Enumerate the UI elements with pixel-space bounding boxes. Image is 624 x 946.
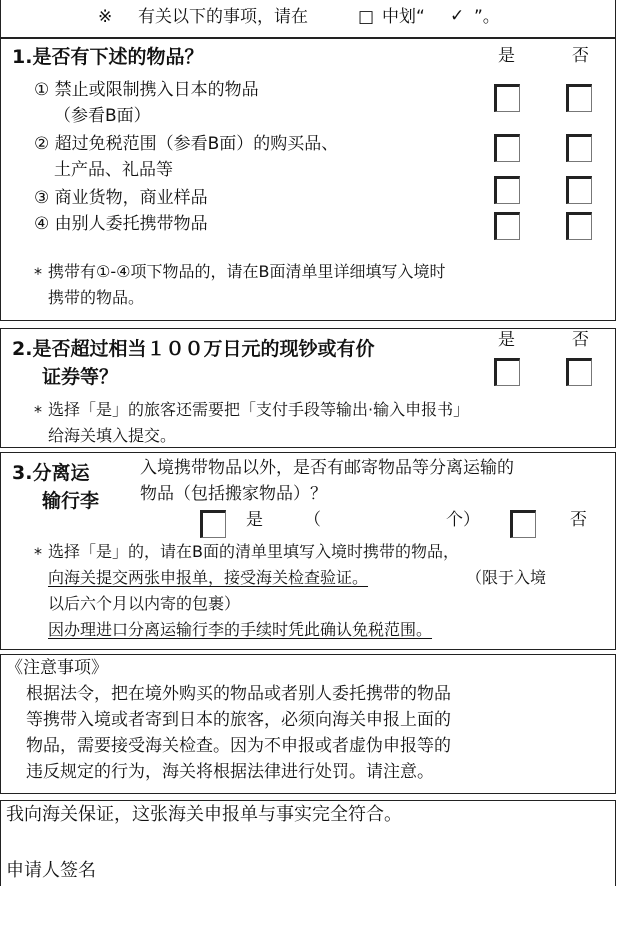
header-box-symbol: □	[358, 7, 375, 27]
item-1-label-cont: （参看B面）	[54, 106, 151, 126]
item-3-no-checkbox[interactable]	[566, 176, 592, 204]
section-3-note-duty-free: 因办理进口分离运输行李的手续时凭此确认免税范围。	[48, 620, 433, 639]
section-2-note-asterisk: *	[34, 402, 42, 421]
section-2-title-cont: 证券等？	[42, 366, 119, 388]
section-1-yes-header: 是	[498, 46, 515, 66]
item-3-yes-checkbox[interactable]	[494, 176, 520, 204]
section-1-no-header: 否	[572, 46, 589, 66]
section-1-note-cont: 携带的物品。	[48, 288, 145, 307]
item-2-yes-checkbox[interactable]	[494, 134, 520, 162]
notice-line: 违反规定的行为，海关将根据法律进行处罚。请注意。	[26, 762, 434, 782]
section-3-count-unit: 个）	[446, 510, 480, 530]
section-3-note-underlined: 向海关提交两张申报单，接受海关检查验证。	[48, 568, 369, 587]
section-3-description-cont: 物品（包括搬家物品）？	[140, 484, 327, 504]
section-3-note-limit: （限于入境	[466, 568, 547, 587]
item-4-no-checkbox[interactable]	[566, 212, 592, 240]
section-3-note: 选择「是」的，请在B面的清单里填写入境时携带的物品，	[48, 542, 459, 561]
notice-line: 等携带入境或者寄到日本的旅客，必须向海关申报上面的	[26, 710, 451, 730]
section-3-paren-open: （	[304, 510, 321, 530]
section-1-title: 1.是否有下述的物品？	[12, 46, 204, 68]
section-3-yes-checkbox[interactable]	[200, 510, 226, 538]
header-check-mark-icon: ✓	[450, 6, 465, 26]
header-box	[0, 0, 616, 38]
section-2-yes-header: 是	[498, 330, 515, 350]
section-3-count-field[interactable]	[328, 510, 438, 530]
item-3-label: ③ 商业货物，商业样品	[34, 188, 208, 208]
header-quote-end: ”。	[474, 7, 500, 27]
section-2-note-cont: 给海关填入提交。	[48, 426, 177, 445]
header-instruction-text: 有关以下的事项，请在	[138, 7, 308, 27]
header-reference-mark: ※	[98, 7, 113, 27]
header-instruction-text-2: 中划“	[382, 7, 425, 27]
item-1-yes-checkbox[interactable]	[494, 84, 520, 112]
section-3-description: 入境携带物品以外，是否有邮寄物品等分离运输的	[140, 458, 514, 478]
item-4-label: ④ 由别人委托携带物品	[34, 214, 208, 234]
section-2-title: 2.是否超过相当１００万日元的现钞或有价	[12, 338, 375, 360]
section-3-no-checkbox[interactable]	[510, 510, 536, 538]
section-3-note-asterisk: *	[34, 544, 42, 563]
notice-title: 《注意事项》	[6, 658, 108, 678]
signature-label: 申请人签名	[6, 860, 96, 881]
section-2-yes-checkbox[interactable]	[494, 358, 520, 386]
section-3-no-label: 否	[570, 510, 587, 530]
notice-line: 根据法令，把在境外购买的物品或者别人委托携带的物品	[26, 684, 451, 704]
section-1-note: 携带有①-④项下物品的，请在B面清单里详细填写入境时	[48, 262, 446, 281]
section-2-no-checkbox[interactable]	[566, 358, 592, 386]
item-2-no-checkbox[interactable]	[566, 134, 592, 162]
item-4-yes-checkbox[interactable]	[494, 212, 520, 240]
item-2-label-cont: 土产品、礼品等	[54, 160, 173, 180]
section-3-title-cont: 输行李	[42, 490, 100, 512]
section-1-note-asterisk: *	[34, 264, 42, 283]
item-2-label: ② 超过免税范围（参看B面）的购买品、	[34, 134, 339, 154]
section-3-yes-label: 是	[246, 510, 263, 530]
item-1-label: ① 禁止或限制携入日本的物品	[34, 80, 259, 100]
notice-line: 物品，需要接受海关检查。因为不申报或者虚伪申报等的	[26, 736, 451, 756]
signature-field[interactable]	[130, 858, 600, 884]
declaration-statement: 我向海关保证，这张海关申报单与事实完全符合。	[6, 804, 402, 825]
item-1-no-checkbox[interactable]	[566, 84, 592, 112]
section-3-title: 3.分离运	[12, 462, 90, 484]
section-2-note: 选择「是」的旅客还需要把「支付手段等输出·输入申报书」	[48, 400, 470, 419]
section-2-no-header: 否	[572, 330, 589, 350]
section-3-note-cont: 以后六个月以内寄的包裹）	[48, 594, 241, 613]
